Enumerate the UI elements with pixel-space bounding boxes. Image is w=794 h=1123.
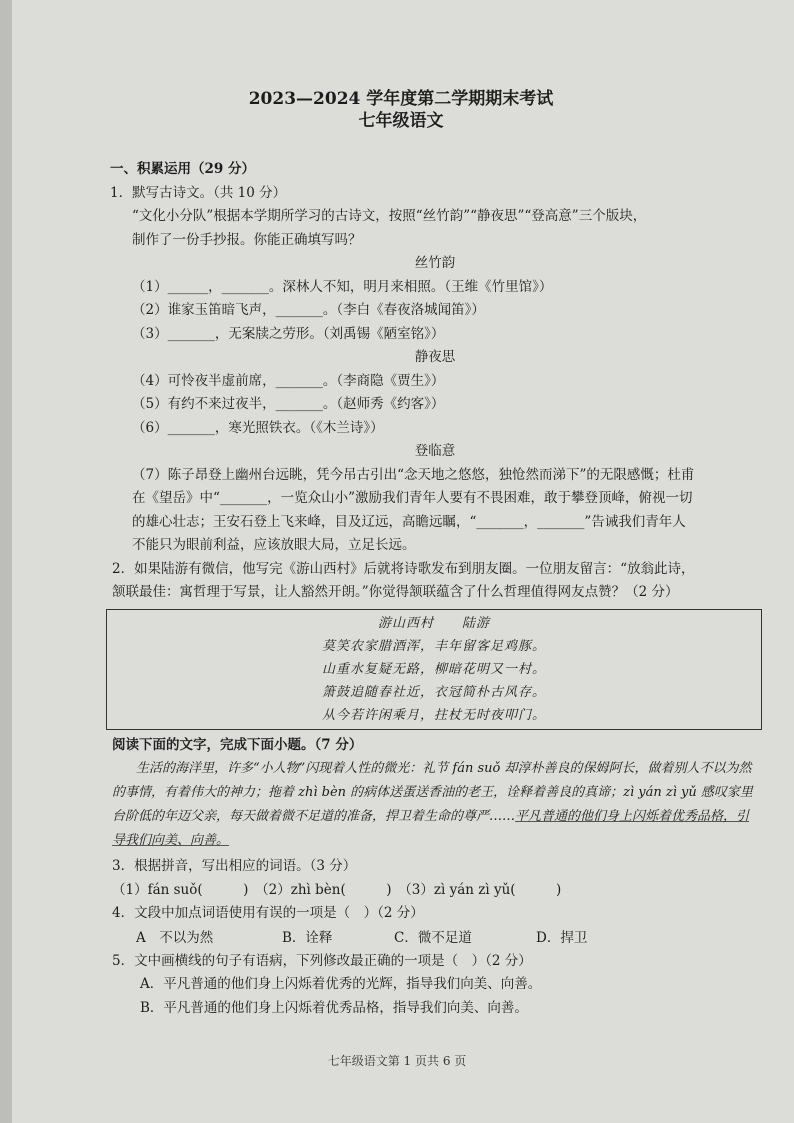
question-1-intro: 制作了一份手抄报。你能正确填写吗？ xyxy=(132,231,362,248)
choice-d: D．捍卫 xyxy=(536,929,588,946)
fill-blank-item: （7）陈子昂登上幽州台远眺，凭今吊古引出“念天地之悠悠，独怆然而涕下”的无限感慨；杜甫 xyxy=(132,466,695,483)
fill-blank-item: （3）_______，无案牍之劳形。（刘禹锡《陋室铭》） xyxy=(132,325,445,342)
fill-blank-item: 在《望岳》中“_______，一览众山小”激励我们青年人要有不畏困难，敢于攀登顶峰，俯视一切 xyxy=(132,490,693,506)
choice-b: B．诠释 xyxy=(282,929,333,946)
question-4-choices xyxy=(112,926,758,950)
choice-c: C．微不足道 xyxy=(394,929,472,946)
reading-text: 生活的海洋里，许多“小人物”闪现着人性的微光：礼节 fán suǒ 却淳朴善良的保姆阿长，做着别人不以为然的事情，有着伟大的神力；拖着 zhì bèn 的病体送蛋送香油的老王，诠释着善良的真谛；zì yán zì yǔ 感叹家里台阶低的年迈父亲，每天做着微不足道的准备，捍卫着生命的尊严…… xyxy=(112,761,753,824)
group-heading: 静夜思 xyxy=(414,349,456,365)
fill-blank-item: （6）_______，寒光照铁衣。（《木兰诗》） xyxy=(132,419,384,436)
fill-blank-item: （4）可怜夜半虚前席，_______。（李商隐《贾生》） xyxy=(132,372,445,389)
fill-blank-item: （5）有约不来过夜半，_______。（赵师秀《约客》） xyxy=(132,396,445,412)
question-1-stem: 1．默写古诗文。（共 10 分） xyxy=(110,184,287,201)
fill-blank-item: （1）______，_______。深林人不知，明月来相照。（王维《竹里馆》） xyxy=(132,278,553,295)
group-heading: 登临意 xyxy=(414,443,456,459)
fill-blank-item: 不能只为眼前利益，应该放眼大局，立足长远。 xyxy=(132,537,416,553)
page-footer: 七年级语文第 1 页共 6 页 xyxy=(327,1054,467,1068)
fill-blank-item: （2）谁家玉笛暗飞声，_______。（李白《春夜洛城闻笛》） xyxy=(132,302,485,318)
question-4-stem: 4．文段中加点词语使用有误的一项是（ ）（2 分） xyxy=(112,905,424,921)
choice-a: A 不以为然 xyxy=(136,929,214,946)
question-2-stem: 2．如果陆游有微信，他写完《游山西村》后就将诗歌发布到朋友圈。一位朋友留言：“放翁此诗， xyxy=(112,560,695,577)
reading-passage xyxy=(112,757,762,853)
group-heading: 丝竹韵 xyxy=(414,255,456,271)
poem-box xyxy=(106,609,762,730)
poem-line: 从今若许闲乘月，拄杖无时夜叩门。 xyxy=(321,707,546,723)
choice-a: A．平凡普通的他们身上闪烁着优秀的光辉，指导我们向美、向善。 xyxy=(140,976,542,992)
exam-title: 2023—2024 学年度第二学期期末考试 xyxy=(248,89,554,109)
poem-title: 游山西村 陆游 xyxy=(377,615,490,631)
question-3-stem: 3．根据拼音，写出相应的词语。（3 分） xyxy=(112,858,357,874)
reading-heading: 阅读下面的文字，完成下面小题。（7 分） xyxy=(112,736,363,753)
scan-edge xyxy=(0,0,12,1123)
fill-blank-item: 的雄心壮志；王安石登上飞来峰，目及辽远，高瞻远瞩，“_______，_______”告诫我们青年人 xyxy=(132,513,686,530)
underlined-sentence: 平凡普通的他们身上闪烁着优秀品格，引导我们向美、向善。 xyxy=(112,809,750,848)
poem-line: 莫笑农家腊酒浑，丰年留客足鸡豚。 xyxy=(321,638,546,654)
section-heading: 一、积累运用（29 分） xyxy=(110,161,255,177)
poem-line: 箫鼓追随春社近，衣冠简朴古风存。 xyxy=(321,684,546,700)
choice-b: B．平凡普通的他们身上闪烁着优秀品格，指导我们向美、向善。 xyxy=(140,999,528,1016)
exam-subtitle: 七年级语文 xyxy=(358,111,444,131)
question-2-stem: 颔联最佳：寓哲理于写景，让人豁然开朗。”你觉得颔联蕴含了什么哲理值得网友点赞？（2 分） xyxy=(112,584,679,600)
question-5-stem: 5．文中画横线的句子有语病，下列修改最正确的一项是（ ）（2 分） xyxy=(112,952,532,969)
poem-line: 山重水复疑无路，柳暗花明又一村。 xyxy=(321,661,546,677)
question-1-intro: “文化小分队”根据本学期所学习的古诗文，按照“丝竹韵”“静夜思”“登高意”三个版块， xyxy=(132,208,647,224)
question-3-items: （1）fán suǒ( ) （2）zhì bèn( ) （3）zì yán zì yǔ( ) xyxy=(112,881,562,898)
